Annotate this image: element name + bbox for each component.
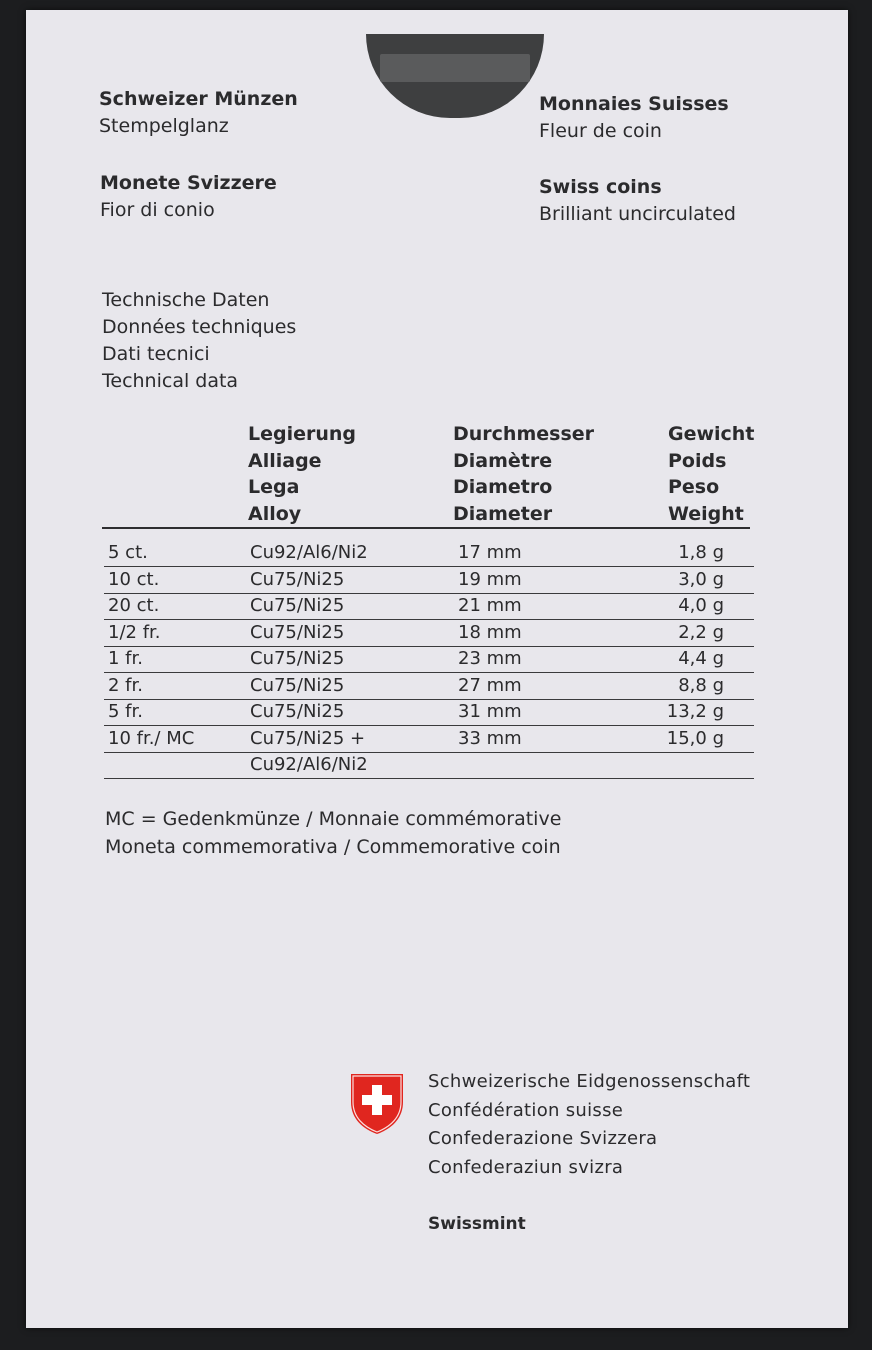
header-rule — [102, 527, 750, 529]
header-alloy-fr: Alliage — [248, 449, 322, 472]
title-fr-heading: Monnaies Suisses — [539, 93, 729, 115]
confederation-de: Schweizerische Eidgenossenschaft — [428, 1071, 751, 1092]
thumb-notch — [366, 34, 544, 118]
title-en-sub: Brilliant uncirculated — [539, 203, 736, 225]
table-row — [104, 726, 754, 753]
header-diameter-fr: Diamètre — [453, 449, 553, 472]
weight-cell: 8,8 g — [678, 674, 724, 696]
technical-en: Technical data — [102, 370, 239, 392]
table-row — [104, 540, 754, 567]
title-en-heading: Swiss coins — [539, 176, 662, 198]
table-row — [104, 673, 754, 700]
alloy-cell: Cu75/Ni25 — [250, 621, 345, 643]
header-alloy-en: Alloy — [248, 502, 302, 525]
weight-cell: 4,4 g — [678, 648, 724, 669]
weight-cell: 1,8 g — [678, 542, 724, 563]
header-weight-de: Gewicht — [668, 423, 755, 445]
title-fr — [539, 91, 729, 145]
technical-fr: Données techniques — [102, 316, 297, 338]
coin-cell: 10 ct. — [108, 568, 160, 590]
confederation-it: Confederazione Svizzera — [428, 1128, 658, 1149]
header-diameter-it: Diametro — [453, 476, 553, 498]
confederation-names — [428, 1068, 750, 1182]
table-row — [104, 620, 754, 647]
alloy-cell: Cu92/Al6/Ni2 — [250, 542, 368, 563]
header-weight-it: Peso — [668, 476, 720, 498]
coin-cell: 1 fr. — [108, 648, 143, 669]
diameter-cell: 19 mm — [458, 568, 522, 590]
header-alloy — [248, 421, 356, 527]
alloy-cell: Cu75/Ni25 — [250, 701, 345, 722]
coin-cell: 5 ct. — [108, 542, 148, 563]
title-it — [100, 170, 277, 224]
swissmint-label: Swissmint — [428, 1214, 526, 1234]
technical-it: Dati tecnici — [102, 343, 210, 365]
coin-cell: 1/2 fr. — [108, 621, 161, 643]
technical-de: Technische Daten — [102, 289, 270, 311]
weight-cell: 3,0 g — [678, 568, 724, 590]
table-row — [104, 593, 754, 620]
mc-footnote — [105, 805, 561, 861]
header-weight-en: Weight — [668, 502, 744, 525]
table-row — [104, 646, 754, 673]
coin-cell: 2 fr. — [108, 674, 143, 696]
coin-cell: 20 ct. — [108, 595, 160, 616]
coin-cell: 10 fr./ MC — [108, 727, 195, 749]
alloy-cell: Cu75/Ni25 — [250, 595, 345, 616]
header-diameter — [453, 421, 594, 527]
diameter-cell: 33 mm — [458, 727, 522, 749]
title-en — [539, 174, 736, 228]
notch-insert — [380, 54, 530, 82]
alloy-cell: Cu75/Ni25 + — [250, 727, 366, 749]
diameter-cell: 18 mm — [458, 621, 522, 643]
confederation-fr: Confédération suisse — [428, 1099, 624, 1121]
table-row — [104, 699, 754, 726]
title-de — [99, 86, 298, 140]
table-row — [104, 567, 754, 594]
technical-data-heading — [102, 287, 296, 395]
title-de-sub: Stempelglanz — [99, 115, 229, 137]
header-weight — [668, 421, 754, 527]
header-diameter-de: Durchmesser — [453, 423, 595, 445]
title-it-heading: Monete Svizzere — [100, 172, 277, 194]
diameter-cell: 23 mm — [458, 648, 522, 669]
weight-cell: 2,2 g — [678, 621, 724, 643]
diameter-cell: 17 mm — [458, 542, 522, 563]
swiss-cross-shield-icon — [349, 1072, 405, 1136]
alloy-cell: Cu75/Ni25 — [250, 568, 345, 590]
header-weight-fr: Poids — [668, 449, 727, 472]
title-it-sub: Fior di conio — [100, 199, 215, 221]
weight-cell: 13,2 g — [666, 701, 724, 722]
weight-cell: 4,0 g — [678, 595, 724, 616]
coin-cell: 5 fr. — [108, 701, 143, 722]
header-diameter-en: Diameter — [453, 502, 553, 525]
title-fr-sub: Fleur de coin — [539, 120, 662, 142]
confederation-rm: Confederaziun svizra — [428, 1156, 624, 1178]
weight-cell: 15,0 g — [666, 727, 724, 749]
alloy-cell: Cu75/Ni25 — [250, 674, 345, 696]
mc-footnote-line-1: MC = Gedenkmünze / Monnaie commémorative — [105, 808, 562, 830]
diameter-cell: 21 mm — [458, 595, 522, 616]
title-de-heading: Schweizer Münzen — [99, 88, 298, 110]
table-row — [104, 752, 754, 779]
header-alloy-it: Lega — [248, 476, 300, 498]
diameter-cell: 31 mm — [458, 701, 522, 722]
header-alloy-de: Legierung — [248, 423, 357, 445]
diameter-cell: 27 mm — [458, 674, 522, 696]
alloy-cell: Cu75/Ni25 — [250, 648, 345, 669]
mc-footnote-line-2: Moneta commemorativa / Commemorative coin — [105, 836, 561, 858]
alloy-cell: Cu92/Al6/Ni2 — [250, 754, 368, 775]
